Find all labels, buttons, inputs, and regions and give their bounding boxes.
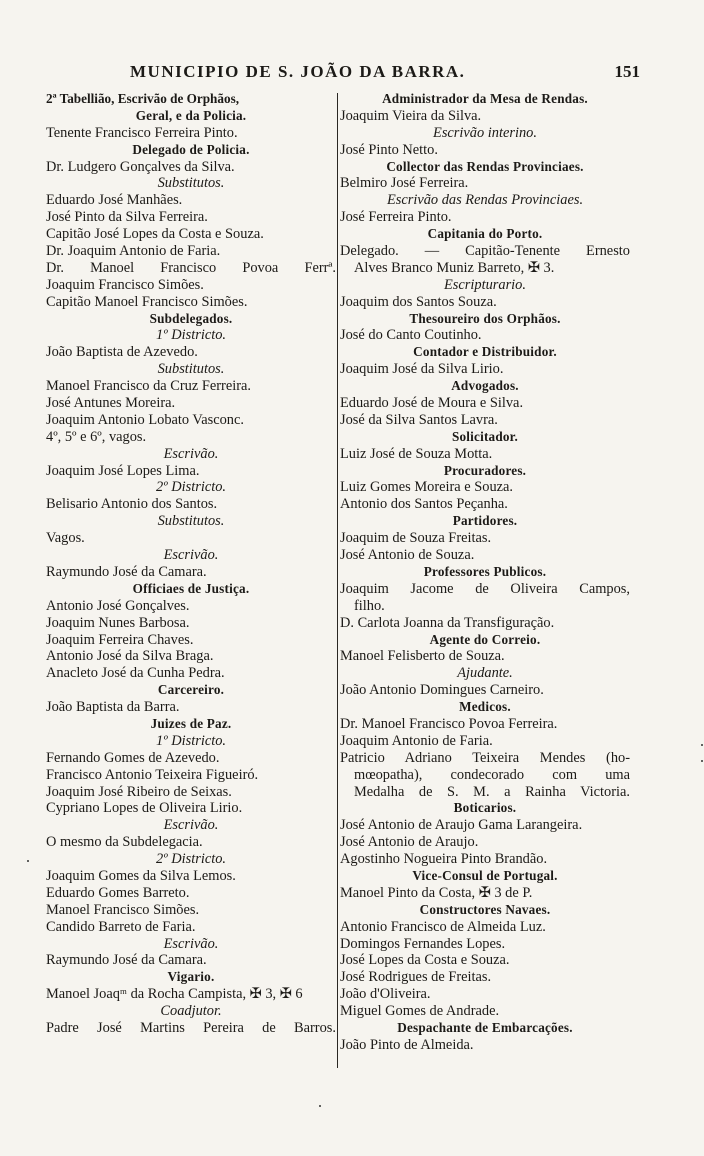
entry-line: Delegado. — Capitão-Tenente Ernesto (340, 243, 630, 260)
section-heading: Geral, e da Policia. (135, 107, 247, 123)
left-column (46, 91, 336, 1037)
entry-line: Capitão José Lopes da Costa e Souza. (46, 226, 264, 243)
margin-speck (27, 860, 29, 862)
entry-line: Antonio José Gonçalves. (46, 597, 190, 614)
entry-line: Tenente Francisco Ferreira Pinto. (46, 124, 238, 141)
subheading: Escrivão interino. (433, 124, 537, 141)
entry-line: Luiz Gomes Moreira e Souza. (340, 479, 514, 496)
right-column (340, 91, 630, 1054)
entry-line: Domingos Fernandes Lopes. (340, 935, 506, 952)
section-heading: Thesoureiro dos Orphãos. (409, 310, 561, 326)
entry-line: filho. (354, 597, 385, 614)
section-heading: Advogados. (451, 378, 519, 394)
entry-line: Padre José Martins Pereira de Barros. (46, 1019, 336, 1036)
entry-line: Manoel Pinto da Costa, ✠ 3 de P. (340, 884, 533, 901)
entry-line: Raymundo José da Camara. (46, 563, 207, 580)
section-heading: Solicitador. (451, 428, 519, 444)
subheading: 2º Districto. (155, 851, 227, 868)
entry-line: Eduardo José de Moura e Silva. (340, 395, 524, 412)
subheading: 1º Districto. (155, 732, 227, 749)
entry-line: João Baptista da Barra. (46, 699, 180, 716)
entry-line: Joaquim José Ribeiro de Seixas. (46, 783, 232, 800)
entry-line: Miguel Gomes de Andrade. (340, 1003, 500, 1020)
entry-line: Belisario Antonio dos Santos. (46, 496, 218, 513)
section-heading: Administrador da Mesa de Rendas. (382, 91, 588, 106)
entry-line: Joaquim Jacome de Oliveira Campos, (340, 580, 630, 597)
entry-line: José Lopes da Costa e Souza. (340, 952, 510, 969)
subheading: Substitutos. (157, 175, 225, 192)
subheading: Escripturario. (444, 276, 526, 293)
entry-line: Alves Branco Muniz Barreto, ✠ 3. (354, 259, 555, 276)
section-heading: Professores Publicos. (423, 563, 547, 579)
subheading: Coadjutor. (160, 1003, 222, 1020)
entry-line: Manoel Francisco Simões. (46, 901, 200, 918)
page-number: 151 (614, 62, 640, 81)
entry-line: Eduardo Gomes Barreto. (46, 884, 190, 901)
entry-line: Manoel Joaqᵐ da Rocha Campista, ✠ 3, ✠ 6 (46, 986, 303, 1003)
entry-line: José Pinto da Silva Ferreira. (46, 209, 208, 226)
entry-line: José Pinto Netto. (340, 141, 438, 158)
section-heading: Juizes de Paz. (150, 715, 232, 731)
entry-line: Joaquim Antonio de Faria. (340, 732, 493, 749)
entry-line: Joaquim de Souza Freitas. (340, 530, 492, 547)
section-heading: Vigario. (167, 969, 215, 985)
entry-line: José da Silva Santos Lavra. (340, 411, 498, 428)
entry-line: Joaquim Gomes da Silva Lemos. (46, 867, 236, 884)
entry-line: Dr. Ludgero Gonçalves da Silva. (46, 158, 235, 175)
subheading: 2º Districto. (155, 479, 227, 496)
entry-line: Luiz José de Souza Motta. (340, 445, 493, 462)
entry-line: D. Carlota Joanna da Transfiguração. (340, 614, 555, 631)
section-heading: Subdelegados. (149, 310, 233, 326)
subheading: Escrivão. (163, 445, 219, 462)
section-heading: Partidores. (452, 513, 518, 529)
entry-line: Joaquim Francisco Simões. (46, 276, 204, 293)
entry-line: João Pinto de Almeida. (340, 1036, 474, 1053)
entry-line: Joaquim José Lopes Lima. (46, 462, 200, 479)
entry-line: Medalha de S. M. a Rainha Victoria. (354, 783, 630, 800)
entry-line: Candido Barreto de Faria. (46, 918, 196, 935)
margin-speck (701, 760, 703, 762)
entry-line: Fernando Gomes de Azevedo. (46, 749, 220, 766)
entry-line: Vagos. (46, 530, 85, 547)
entry-line: José Antunes Moreira. (46, 395, 176, 412)
entry-line: Joaquim Antonio Lobato Vasconc. (46, 411, 244, 428)
entry-line: Antonio dos Santos Peçanha. (340, 496, 508, 513)
subheading: Ajudante. (457, 665, 513, 682)
section-heading: Despachante de Embarcações. (397, 1019, 573, 1035)
entry-line: Capitão Manoel Francisco Simões. (46, 293, 248, 310)
entry-line: José Antonio de Souza. (340, 547, 475, 564)
entry-line: Francisco Antonio Teixeira Figueiró. (46, 766, 259, 783)
section-heading: Boticarios. (453, 800, 517, 816)
entry-line: Belmiro José Ferreira. (340, 175, 469, 192)
subheading: Substitutos. (157, 361, 225, 378)
entry-line: Joaquim Vieira da Silva. (340, 107, 482, 124)
section-heading: Medicos. (459, 699, 511, 715)
subheading: Escrivão das Rendas Provinciaes. (386, 192, 584, 209)
section-heading: Contador e Distribuidor. (413, 344, 557, 360)
section-heading: Carcereiro. (157, 682, 225, 698)
subheading: Substitutos. (157, 513, 225, 530)
entry-line: José Rodrigues de Freitas. (340, 969, 492, 986)
section-heading: Officiaes de Justiça. (132, 580, 250, 596)
margin-speck (701, 744, 703, 746)
margin-speck (319, 1105, 321, 1107)
section-heading: Procuradores. (443, 462, 527, 478)
section-heading: Capitania do Porto. (427, 226, 543, 242)
section-heading: Collector das Rendas Provinciaes. (386, 158, 584, 174)
entry-line: Eduardo José Manhães. (46, 192, 183, 209)
section-heading: 2ª Tabellião, Escrivão de Orphãos, (46, 91, 240, 106)
entry-line: O mesmo da Subdelegacia. (46, 834, 203, 851)
entry-line: Dr. Manoel Francisco Povoa Ferreira. (340, 715, 558, 732)
section-heading: Agente do Correio. (429, 631, 541, 647)
entry-line: Joaquim Ferreira Chaves. (46, 631, 194, 648)
subheading: Escrivão. (163, 817, 219, 834)
entry-line: Manoel Felisberto de Souza. (340, 648, 505, 665)
section-heading: Vice-Consul de Portugal. (412, 867, 558, 883)
entry-line: Cypriano Lopes de Oliveira Lirio. (46, 800, 243, 817)
entry-line: Manoel Francisco da Cruz Ferreira. (46, 378, 251, 395)
entry-line: João d'Oliveira. (340, 986, 431, 1003)
entry-line: João Baptista de Azevedo. (46, 344, 198, 361)
section-heading: Constructores Navaes. (419, 901, 551, 917)
entry-line: 4º, 5º e 6º, vagos. (46, 428, 147, 445)
subheading: Escrivão. (163, 935, 219, 952)
entry-line: Raymundo José da Camara. (46, 952, 207, 969)
entry-line: Dr. Joaquim Antonio de Faria. (46, 243, 221, 260)
page-header (40, 62, 640, 86)
entry-line: Antonio José da Silva Braga. (46, 648, 214, 665)
entry-line: Anacleto José da Cunha Pedra. (46, 665, 225, 682)
entry-line: mœopatha), condecorado com uma (354, 766, 630, 783)
entry-line: Joaquim José da Silva Lirio. (340, 361, 504, 378)
subheading: Escrivão. (163, 547, 219, 564)
entry-line: José do Canto Coutinho. (340, 327, 482, 344)
entry-line: João Antonio Domingues Carneiro. (340, 682, 544, 699)
section-heading: Delegado de Policia. (132, 141, 250, 157)
entry-line: Dr. Manoel Francisco Povoa Ferrª. (46, 259, 336, 276)
column-rule (337, 93, 338, 1068)
entry-line: José Antonio de Araujo Gama Larangeira. (340, 817, 583, 834)
entry-line: Joaquim dos Santos Souza. (340, 293, 497, 310)
entry-line: Agostinho Nogueira Pinto Brandão. (340, 851, 548, 868)
subheading: 1º Districto. (155, 327, 227, 344)
entry-line: José Ferreira Pinto. (340, 209, 452, 226)
entry-line: Antonio Francisco de Almeida Luz. (340, 918, 546, 935)
entry-line: José Antonio de Araujo. (340, 834, 479, 851)
running-title: MUNICIPIO DE S. JOÃO DA BARRA. (130, 62, 466, 81)
entry-line: Joaquim Nunes Barbosa. (46, 614, 190, 631)
entry-line: Patricio Adriano Teixeira Mendes (ho- (340, 749, 630, 766)
